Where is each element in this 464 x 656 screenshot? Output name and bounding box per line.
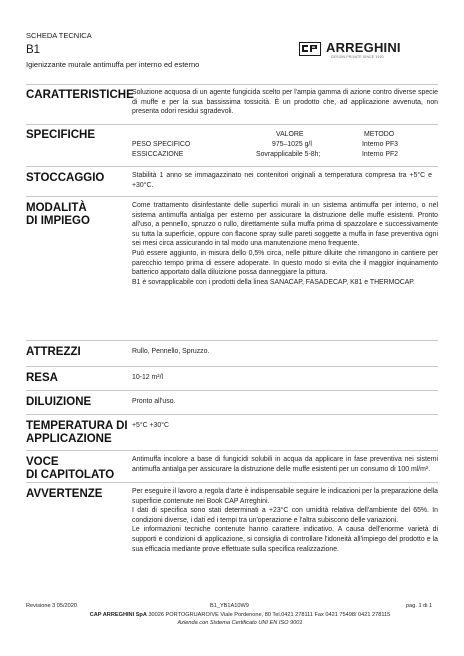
logo-mark-icon <box>299 42 321 56</box>
section-title-voce: VOCE DI CAPITOLATO <box>26 456 115 481</box>
modalita-text <box>132 201 438 287</box>
divider <box>26 340 438 341</box>
divider <box>26 450 438 451</box>
section-title-caratteristiche: CARATTERISTICHE <box>26 89 134 101</box>
section-title-temperatura: TEMPERATURA DI APPLICAZIONE <box>26 420 128 445</box>
attrezzi-text: Rullo, Pennello, Spruzzo. <box>132 348 210 355</box>
section-title-diluizione: DILUIZIONE <box>26 396 92 408</box>
footer-certification: Azienda con Sistema Certificato UNI EN ISO 9001 <box>177 620 303 626</box>
doc-type: SCHEDA TECNICA <box>26 31 92 40</box>
divider <box>26 166 438 167</box>
logo-name: ARREGHINI <box>326 40 401 55</box>
spec-row-name: PESO SPECIFICO <box>132 141 191 148</box>
section-title-stoccaggio: STOCCAGGIO <box>26 172 105 184</box>
section-title-avvertenze: AVVERTENZE <box>26 488 103 500</box>
resa-text: 10-12 m²/l <box>132 374 164 381</box>
caratteristiche-text: Soluzione acquosa di un agente fungicida scelto per l'ampia gamma di azione contro diverse specie di muffe e per la sua bassissima tossicità. È un prodotto che, ad applicazione avvenuta, non presenta odori residui sgradevoli. <box>132 89 438 116</box>
modalita-para: Come trattamento disinfestante delle superfici murali in un sistema antimuffa per interno, o nel sistema antimuffa antialga per esterno per assicurare la distruzione delle muffe esistenti. Pronto all'uso, a pennello, spruzzo o rullo, direttamente sulla muffa prima di spazzolare e successivamente su tutta la superficie, oppure con flacone spray sulle pareti soggette a muffa in fase preventiva ogni sei mesi circa assicurando in tal modo una manutenzione meno frequente. <box>132 202 438 248</box>
footer-company: CAP ARREGHINI SpA 30026 PORTOGRUARO/VE Viale Pordenone, 80 Tel.0421 278111 Fax 0421 75498/ 0421 278115 <box>89 612 391 618</box>
product-code: B1 <box>26 44 41 56</box>
avvertenze-text <box>132 487 438 554</box>
divider <box>26 390 438 391</box>
divider <box>26 84 438 85</box>
divider <box>26 124 438 125</box>
temperatura-text: +5°C +30°C <box>132 422 169 429</box>
section-title-modalita: MODALITÀ DI IMPIEGO <box>26 202 90 227</box>
modalita-para: Può essere aggiunto, in misura dello 0,5% circa, nelle pitture diluite che rimangono in cantiere per parecchio tempo prima di essere adoperate. In questo modo si evita che il maggior inquinamento batterico apportato dalla diluizione possa danneggiare la pittura. <box>132 249 438 277</box>
stoccaggio-text: Stabilità 1 anno se immagazzinato nei contenitori originali a temperatura compresa tra +5°C e +30°C. <box>132 172 432 189</box>
spec-row-method: Interno PF2 <box>362 151 399 158</box>
spec-row-method: Interno PF3 <box>362 141 399 148</box>
footer-page: pag. 1 di 1 <box>406 603 433 609</box>
section-title-attrezzi: ATTREZZI <box>26 346 81 358</box>
spec-row-name: ESSICCAZIONE <box>132 151 184 158</box>
spec-row-value: 975–1025 g/l <box>272 141 312 148</box>
logo-tagline: DESIGN PRIVATE SINCE 1920 <box>331 55 384 59</box>
section-title-resa: RESA <box>26 372 58 384</box>
spec-col-value: VALORE <box>276 131 304 138</box>
divider <box>26 414 438 415</box>
diluizione-text: Pronto all'uso. <box>132 398 176 405</box>
footer-doc-code: B1_YB1A10W9 <box>210 603 249 609</box>
divider <box>26 196 438 197</box>
divider <box>26 482 438 483</box>
avvertenze-para: Per eseguire il lavoro a regola d'arte è indispensabile seguire le indicazioni per la preparazione della superficie contenute nei Book CAP Arreghini. <box>132 488 438 505</box>
spec-row-value: Sovrapplicabile 5-8h; <box>256 151 321 158</box>
divider <box>26 366 438 367</box>
section-title-specifiche: SPECIFICHE <box>26 129 96 141</box>
product-subtitle: Igienizzante murale antimuffa per interno ed esterno <box>26 60 200 69</box>
footer-revision: Revisione 3 05/2020 <box>26 603 78 609</box>
modalita-para: B1 è sovrapplicabile con i prodotti della linea SANACAP, FASADECAP, K81 e THERMOCAP. <box>132 278 415 286</box>
voce-text: Antimuffa incolore a base di fungicidi solubili in acqua da applicare in fase preventiva nei sistemi antimuffa antialga per assicurare la distruzione delle muffe esistenti per un consumo di 100 ml/m². <box>132 456 438 473</box>
avvertenze-para: I dati di specifica sono stati determinati a +23°C con umidità relativa dell'ambiente del 65%. In condizioni diverse, i dati ed i tempi tra un'operazione e l'altra subiscono delle variazioni. <box>132 507 438 524</box>
spec-col-method: METODO <box>364 131 395 138</box>
avvertenze-para: Le informazioni tecniche contenute hanno carattere indicativo. A causa dell'enorme varietà di supporti e condizioni di applicazione, si consiglia di controllare l'idoneità all'impiego del prodotto e la sua efficacia mediante prove effettuate sulla specifica realizzazione. <box>132 526 438 553</box>
